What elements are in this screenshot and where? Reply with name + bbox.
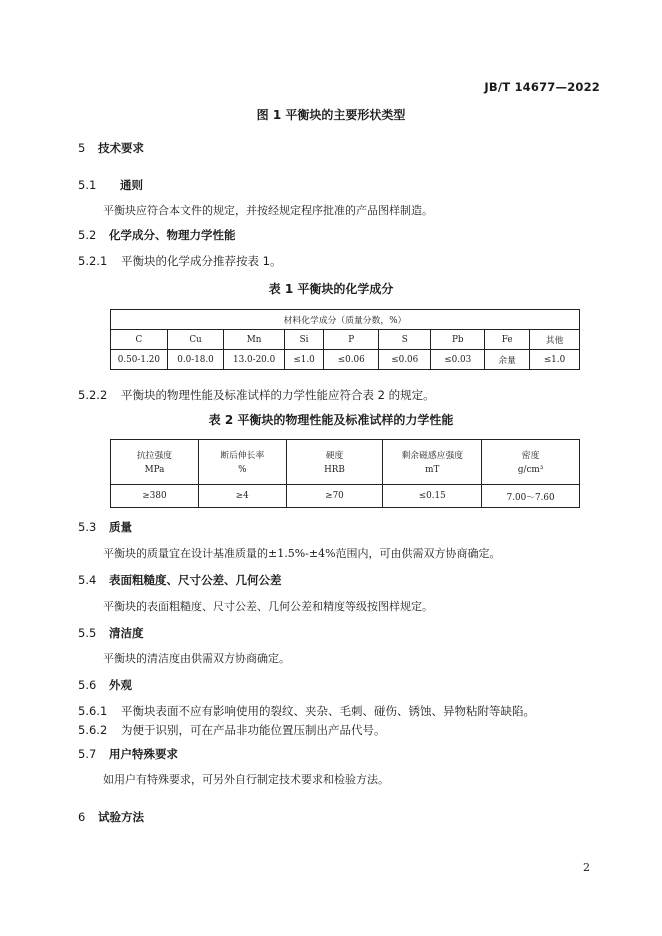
table-cell: ≤0.03 <box>431 350 485 370</box>
section-title: 质量 <box>109 520 132 534</box>
table-1-caption: 表 1 平衡块的化学成分 <box>268 282 394 296</box>
table-1-data-row <box>111 350 580 370</box>
section-number: 5.1 <box>78 178 97 192</box>
section-title: 用户特殊要求 <box>109 747 178 761</box>
figure-caption: 图 1 平衡块的主要形状类型 <box>256 108 406 122</box>
section-5-1-heading <box>78 177 143 193</box>
paragraph-5-3: 平衡块的质量宜在设计基准质量的±1.5%-±4%范围内，可由供需双方协商确定。 <box>103 547 501 560</box>
section-5-6-1 <box>78 703 535 719</box>
column-header: Mn <box>224 330 285 350</box>
table-2-unit-row <box>111 463 580 485</box>
table-1 <box>110 309 580 370</box>
table-cell: 余量 <box>485 350 530 370</box>
table-cell: ≥4 <box>198 485 286 508</box>
table-cell: ≥380 <box>111 485 199 508</box>
column-header: Fe <box>485 330 530 350</box>
section-5-6-heading <box>78 677 132 693</box>
column-header: Si <box>284 330 323 350</box>
table-2-header-row <box>111 440 580 464</box>
section-number: 5.4 <box>78 573 97 587</box>
section-number: 6 <box>78 810 86 824</box>
section-5-2-1 <box>78 253 281 269</box>
unit-cell: MPa <box>111 463 199 485</box>
column-header: C <box>111 330 168 350</box>
column-header: Pb <box>431 330 485 350</box>
column-header: 硬度 <box>286 440 383 464</box>
section-5-3-heading <box>78 519 132 535</box>
table-cell: 7.00～7.60 <box>482 485 580 508</box>
doc-code: JB/T 14677—2022 <box>484 80 600 94</box>
section-number: 5.7 <box>78 747 97 761</box>
section-number: 5.2.2 <box>78 388 108 402</box>
section-title: 试验方法 <box>98 810 144 824</box>
table-cell: ≤1.0 <box>530 350 580 370</box>
section-title: 清洁度 <box>109 626 144 640</box>
section-6-heading <box>78 809 144 825</box>
section-text: 为便于识别，可在产品非功能位置压制出产品代号。 <box>121 723 386 737</box>
column-header: 断后伸长率 <box>198 440 286 464</box>
section-title: 通则 <box>120 178 143 192</box>
column-header: 剩余磁感应强度 <box>383 440 482 464</box>
table-cell: ≤0.06 <box>324 350 379 370</box>
column-header: 抗拉强度 <box>111 440 199 464</box>
table-cell: 0.0-18.0 <box>167 350 224 370</box>
table-2 <box>110 439 580 508</box>
unit-cell: % <box>198 463 286 485</box>
paragraph-5-4: 平衡块的表面粗糙度、尺寸公差、几何公差和精度等级按图样规定。 <box>103 600 433 613</box>
section-5-4-heading <box>78 572 282 588</box>
table-2-data-row <box>111 485 580 508</box>
section-number: 5 <box>78 141 86 155</box>
column-header: Cu <box>167 330 224 350</box>
section-text: 平衡块的物理性能及标准试样的力学性能应符合表 2 的规定。 <box>121 388 435 402</box>
section-5-6-2 <box>78 722 386 738</box>
column-header: S <box>379 330 431 350</box>
section-number: 5.6.2 <box>78 723 108 737</box>
section-title: 技术要求 <box>98 141 144 155</box>
table-cell: 0.50-1.20 <box>111 350 168 370</box>
section-number: 5.5 <box>78 626 97 640</box>
section-5-heading <box>78 140 144 156</box>
unit-cell: mT <box>383 463 482 485</box>
table-cell: ≥70 <box>286 485 383 508</box>
section-text: 平衡块表面不应有影响使用的裂纹、夹杂、毛刺、碰伤、锈蚀、异物粘附等缺陷。 <box>121 704 535 718</box>
section-5-5-heading <box>78 625 144 641</box>
table-cell: ≤0.06 <box>379 350 431 370</box>
column-header: 其他 <box>530 330 580 350</box>
section-number: 5.6.1 <box>78 704 108 718</box>
section-number: 5.3 <box>78 520 97 534</box>
section-title: 表面粗糙度、尺寸公差、几何公差 <box>109 573 282 587</box>
section-number: 5.2.1 <box>78 254 108 268</box>
column-header: 密度 <box>482 440 580 464</box>
paragraph-5-5: 平衡块的清洁度由供需双方协商确定。 <box>103 652 290 665</box>
section-5-2-2 <box>78 387 435 403</box>
section-title: 化学成分、物理力学性能 <box>109 228 236 242</box>
section-5-7-heading <box>78 746 178 762</box>
paragraph-5-7: 如用户有特殊要求，可另外自行制定技术要求和检验方法。 <box>103 773 389 786</box>
table-cell: ≤0.15 <box>383 485 482 508</box>
paragraph-5-1: 平衡块应符合本文件的规定，并按经规定程序批准的产品图样制造。 <box>103 204 433 217</box>
column-header: P <box>324 330 379 350</box>
unit-cell: HRB <box>286 463 383 485</box>
section-number: 5.2 <box>78 228 97 242</box>
unit-cell: g/cm³ <box>482 463 580 485</box>
table-1-group-header: 材料化学成分（质量分数，%） <box>111 310 580 330</box>
page-number: 2 <box>583 861 590 874</box>
section-text: 平衡块的化学成分推荐按表 1。 <box>121 254 282 268</box>
table-cell: 13.0-20.0 <box>224 350 285 370</box>
table-2-caption: 表 2 平衡块的物理性能及标准试样的力学性能 <box>208 413 454 427</box>
table-1-header-row <box>111 330 580 350</box>
table-cell: ≤1.0 <box>284 350 323 370</box>
section-title: 外观 <box>109 678 132 692</box>
section-number: 5.6 <box>78 678 97 692</box>
section-5-2-heading <box>78 227 236 243</box>
